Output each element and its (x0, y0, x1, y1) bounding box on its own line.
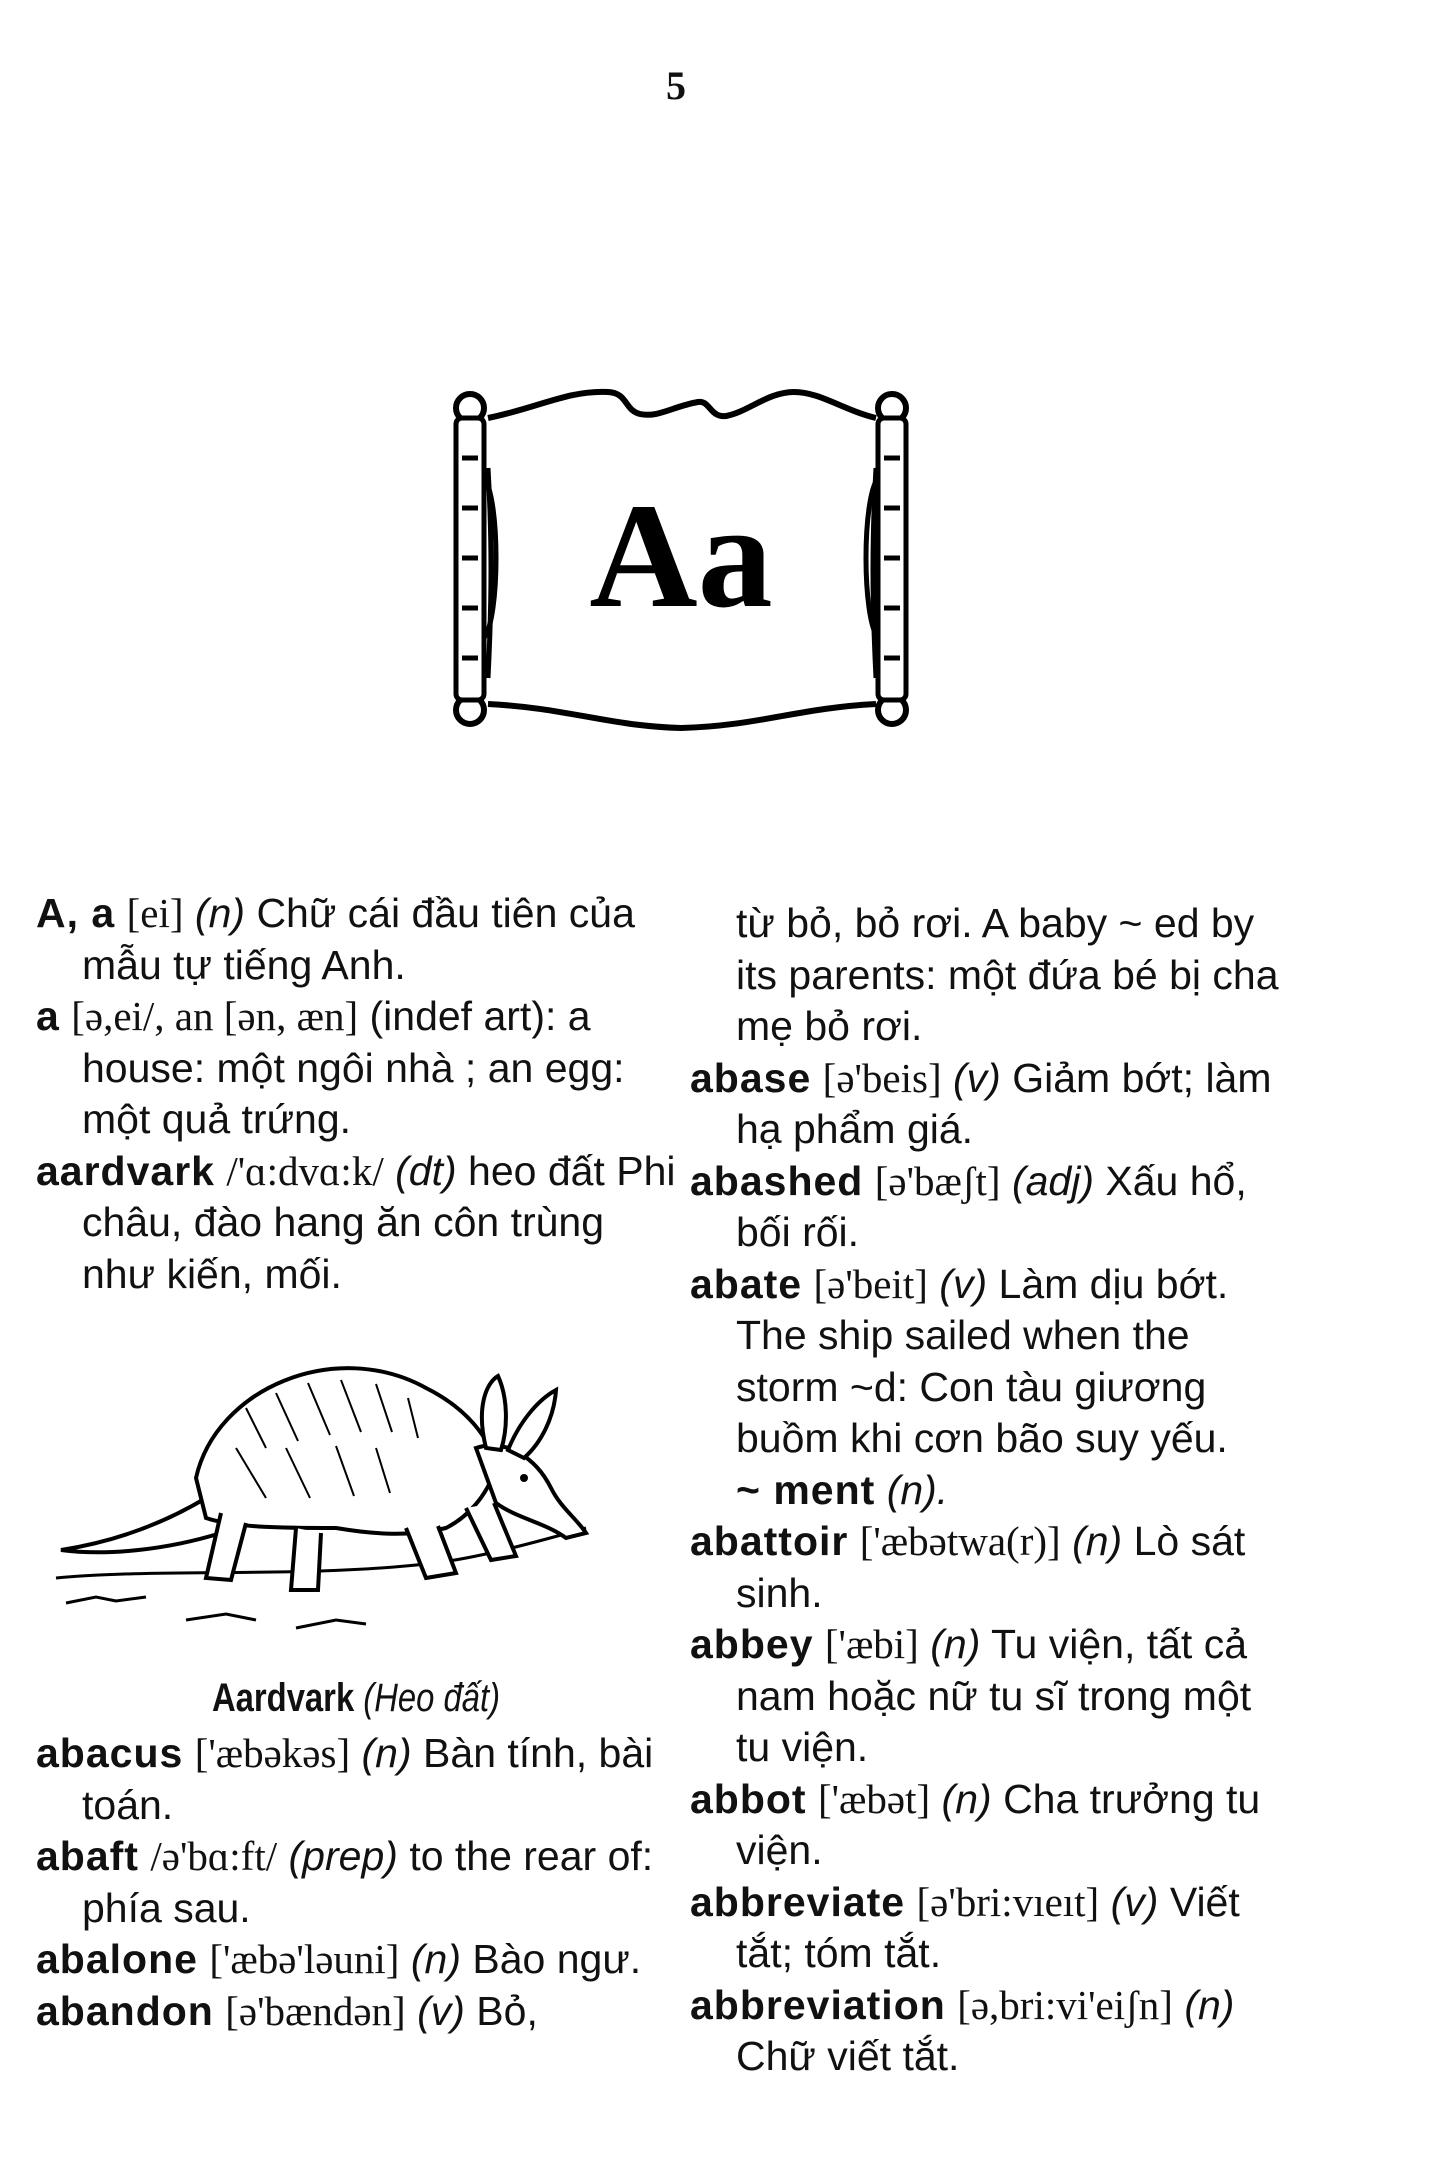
definition: a house: một ngôi nhà ; an egg: một quả trứng. (82, 993, 625, 1142)
definition: Tu viện, tất cả nam hoặc nữ tu sĩ trong một tu viện. (736, 1621, 1252, 1770)
pronunciation: [ə'bri:vıeıt] (916, 1878, 1100, 1925)
headword: abbey (690, 1621, 814, 1667)
entry-abacus (36, 1728, 676, 1831)
headword: abaft (36, 1833, 139, 1879)
entry-abashed (690, 1156, 1290, 1259)
entry-a-article (36, 991, 676, 1146)
pronunciation: [ə'bæʃt] (874, 1157, 1001, 1204)
entry-abbreviate (690, 1877, 1290, 1980)
entry-abate (690, 1259, 1290, 1465)
pronunciation: /ə'bɑ:ft/ (150, 1833, 278, 1879)
pronunciation: ['æbi] (824, 1621, 919, 1667)
entry-abbreviation (690, 1980, 1290, 2083)
caption-subtitle: (Heo đất) (363, 1676, 501, 1720)
page-number: 5 (666, 63, 686, 108)
definition: heo đất Phi châu, đào hang ăn côn trùng như kiến, mối. (82, 1147, 676, 1297)
entry-abattoir (690, 1516, 1290, 1619)
entry-aardvark (36, 1146, 676, 1301)
scroll-banner-graphic (448, 388, 914, 734)
part-of-speech: (v) (417, 1987, 465, 2034)
entry-abatement (690, 1465, 1290, 1517)
aardvark-icon (46, 1328, 606, 1658)
part-of-speech: (n) (410, 1936, 461, 1982)
headword: abbot (690, 1775, 807, 1822)
pronunciation: [ə,ei/, an [ən, æn] (71, 993, 359, 1039)
headword: abbreviate (690, 1878, 906, 1925)
definition: Giảm bớt; làm hạ phẩm giá. (736, 1054, 1272, 1152)
headword: aardvark (36, 1147, 215, 1194)
pronunciation: ['æbəkəs] (194, 1730, 351, 1776)
headword: abalone (36, 1936, 198, 1982)
part-of-speech: (n) (930, 1621, 981, 1667)
part-of-speech: (v) (1110, 1878, 1159, 1925)
definition: Bàn tính, bài toán. (82, 1730, 654, 1828)
illustration-caption (94, 1668, 619, 1728)
part-of-speech: (prep) (288, 1833, 398, 1879)
aardvark-illustration (46, 1328, 606, 1658)
caption-title: Aardvark (211, 1676, 355, 1720)
headword: abase (690, 1054, 812, 1101)
pronunciation: [ei] (126, 890, 184, 936)
pronunciation: /'ɑ:dvɑ:k/ (226, 1147, 384, 1194)
definition: to the rear of: phía sau. (82, 1833, 654, 1931)
entry-abandon (36, 1986, 676, 2038)
part-of-speech: (n). (886, 1466, 949, 1513)
part-of-speech: (dt) (395, 1147, 457, 1194)
right-column (690, 898, 1290, 2083)
entry-abbot (690, 1774, 1290, 1877)
part-of-speech: (v) (939, 1260, 988, 1307)
entry-a-letter (36, 888, 676, 991)
headword: A, a (36, 890, 116, 936)
banner-letter: Aa (589, 473, 773, 639)
part-of-speech: (v) (953, 1054, 1001, 1101)
definition: Chữ viết tắt. (736, 2033, 960, 2079)
headword: abbreviation (690, 1981, 946, 2028)
entry-abbey (690, 1619, 1290, 1774)
headword: a (36, 993, 60, 1039)
definition: Bỏ, (476, 1987, 538, 2034)
definition: Lò sát sinh. (736, 1518, 1246, 1616)
pronunciation: ['æbə'ləuni] (209, 1936, 400, 1982)
headword: abacus (36, 1730, 184, 1776)
left-column (36, 888, 676, 2037)
entry-abaft (36, 1831, 676, 1934)
part-of-speech: (adj) (1011, 1157, 1094, 1204)
part-of-speech: (n) (941, 1775, 992, 1822)
definition: Làm dịu bớt. The ship sailed when the storm ~d: Con tàu giương buồm khi cơn bão suy yếu. (736, 1260, 1229, 1461)
pronunciation: [ə'beis] (822, 1054, 942, 1101)
headword: abattoir (690, 1518, 849, 1564)
headword: abate (690, 1260, 803, 1307)
definition: Chữ cái đầu tiên của mẫu tự tiếng Anh. (82, 890, 635, 988)
part-of-speech: (n) (361, 1730, 412, 1776)
scroll-banner (448, 388, 914, 734)
headword: abandon (36, 1987, 214, 2034)
part-of-speech: (n) (194, 890, 246, 936)
pronunciation: ['æbət] (818, 1775, 931, 1822)
part-of-speech: (n) (1072, 1518, 1123, 1564)
definition: Bào ngư. (472, 1936, 642, 1982)
pronunciation: [ə'beit] (813, 1260, 928, 1307)
headword: abashed (690, 1157, 864, 1204)
definition: Viết tắt; tóm tắt. (736, 1878, 1240, 1976)
pronunciation: [ə'bændən] (225, 1987, 406, 2034)
definition: Cha trưởng tu viện. (736, 1775, 1261, 1873)
part-of-speech: (indef art): (369, 993, 557, 1039)
pronunciation: [ə,bri:vi'eiʃn] (957, 1981, 1173, 2028)
definition: Xấu hổ, bối rối. (736, 1157, 1247, 1255)
entry-abalone (36, 1934, 676, 1986)
entry-abandon-continued: từ bỏ, bỏ rơi. A baby ~ ed by its parents: một đứa bé bị cha mẹ bỏ rơi. (736, 900, 1279, 1049)
pronunciation: ['æbətwa(r)] (859, 1518, 1061, 1564)
entry-abase (690, 1053, 1290, 1156)
part-of-speech: (n) (1184, 1981, 1235, 2028)
headword: ~ ment (736, 1466, 876, 1513)
